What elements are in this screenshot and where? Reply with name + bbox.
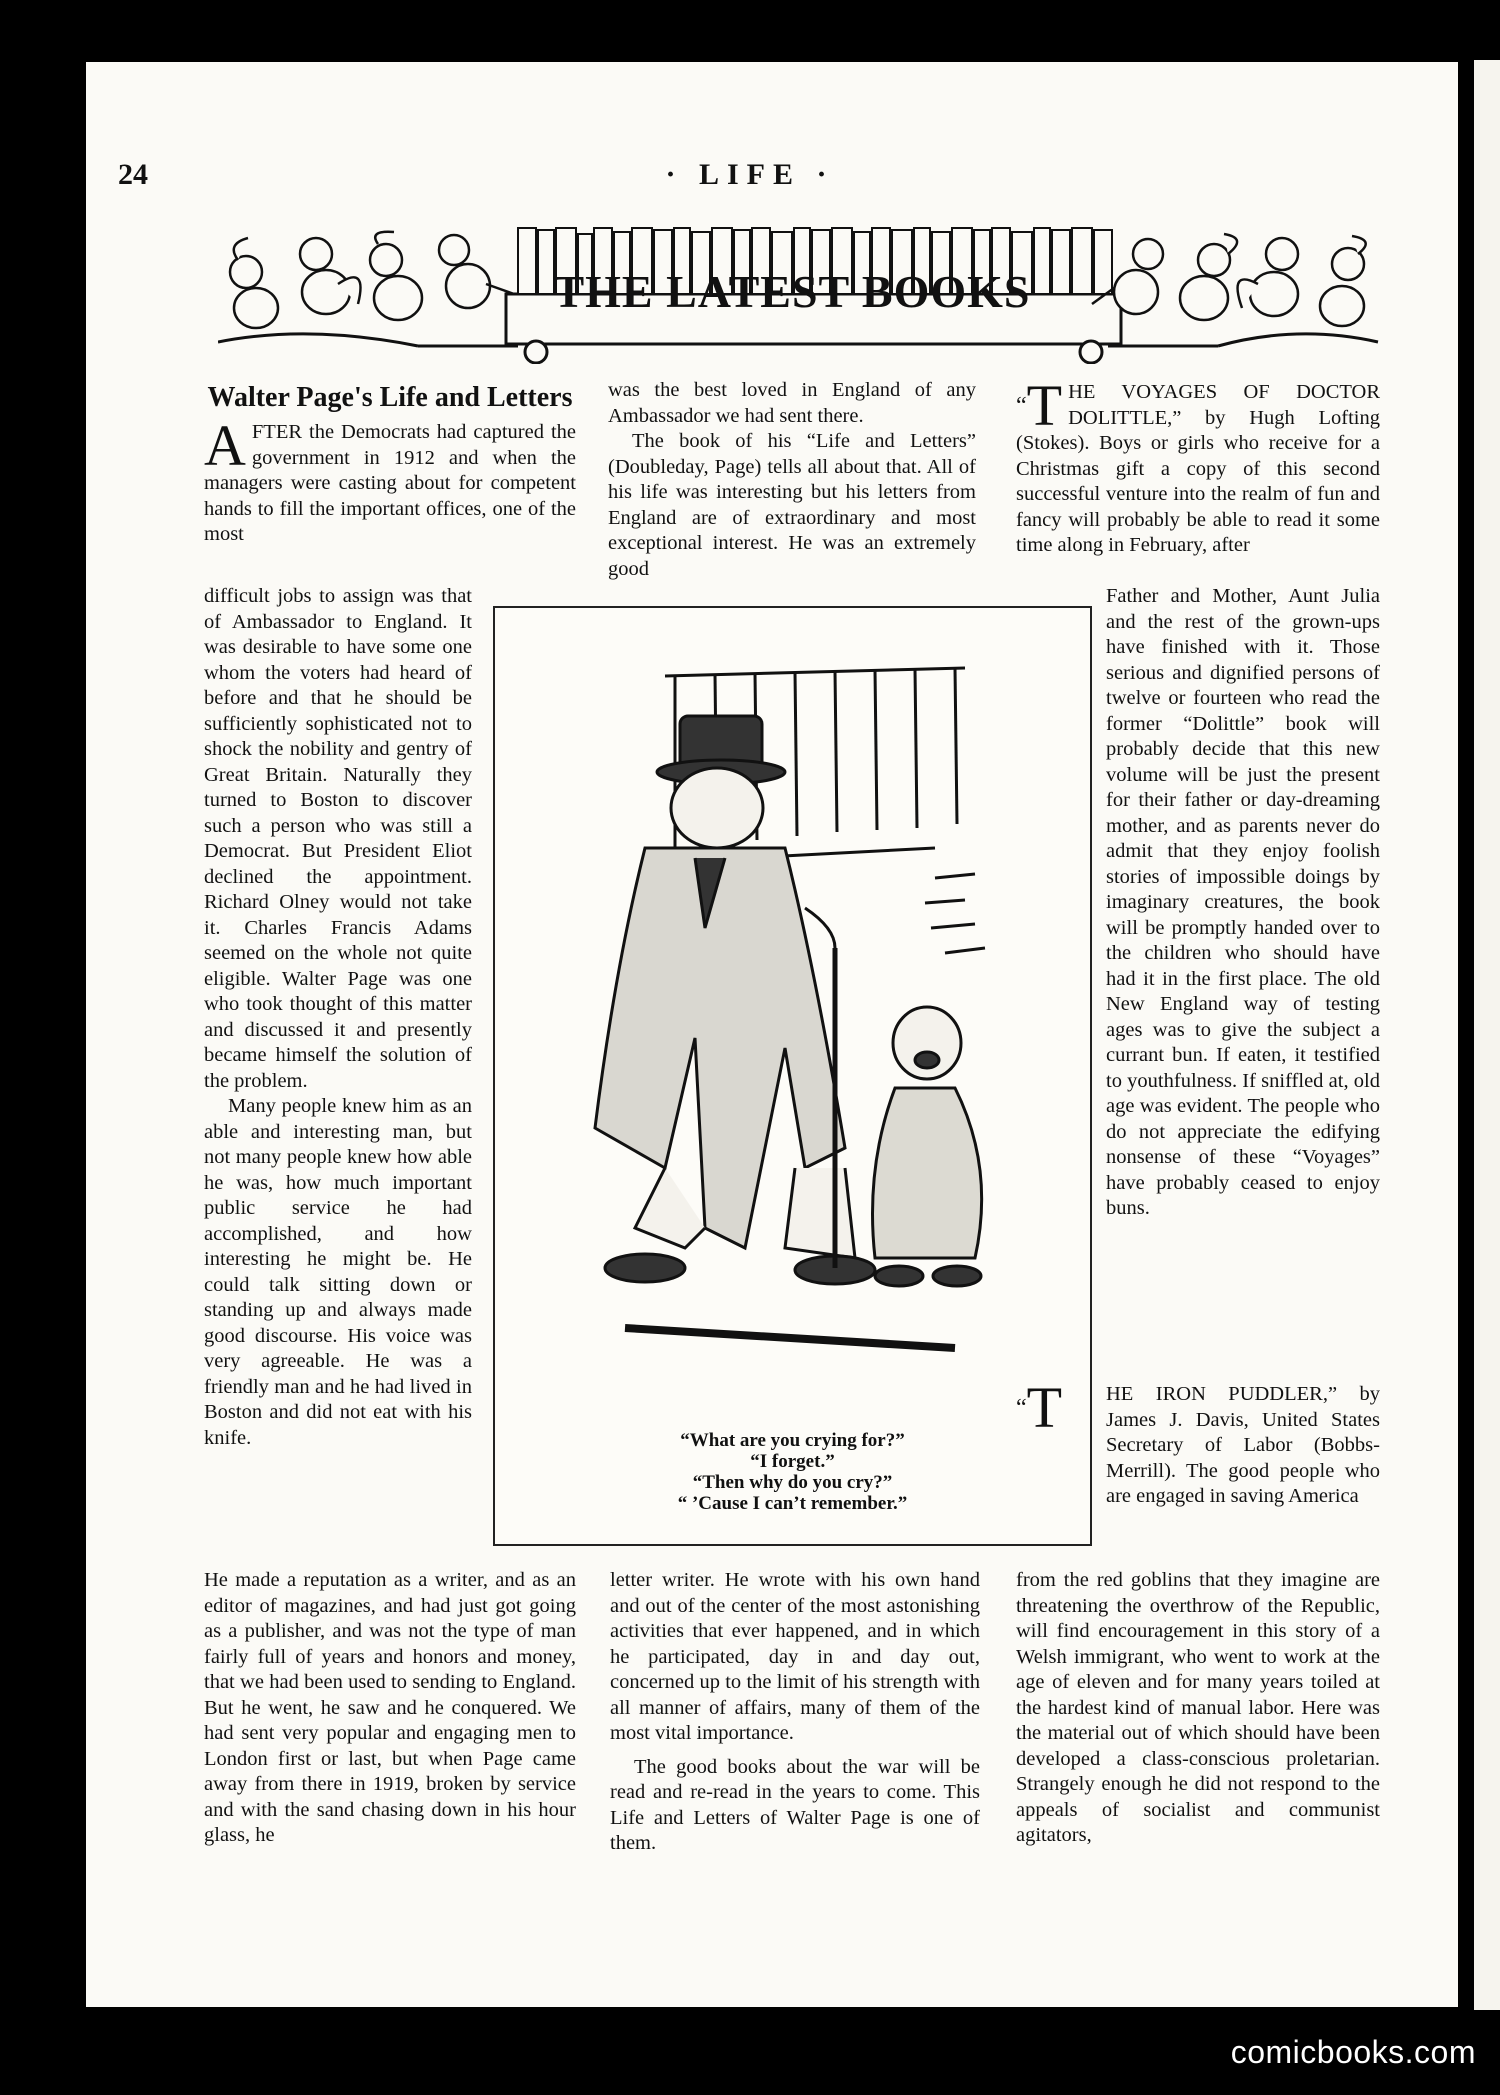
cartoon-drawing: [495, 608, 1090, 1428]
magazine-masthead: · LIFE ·: [665, 158, 835, 191]
article-walter-page-intro: [204, 380, 576, 548]
caption-line: “I forget.”: [750, 1451, 835, 1472]
next-page-edge: [1474, 60, 1500, 2010]
site-watermark: comicbooks.com: [1230, 2034, 1476, 2070]
review-doctor-dolittle: [1016, 373, 1380, 559]
caption-line: “ ’Cause I can’t remember.”: [677, 1493, 908, 1514]
review-iron-puddler: [1016, 1375, 1380, 1510]
article-paragraph: difficult jobs to assign was that of Ambassador to England. It was desirable to have some one whom the voters had heard of before and that he should be sufficiently sophisticated not to shock the nobility and gentry of Great Britain. Naturally they turned to Boston to discover such a person who was still a Democrat. But President Eliot declined the appointment. Richard Olney would not take it. Charles Francis Adams seemed on the whole not quite eligible. Walter Page was one who took thought of this matter and discussed it and presently became himself the solution of the problem.: [204, 585, 472, 1092]
review-iron-puddler-bottom: [1016, 1568, 1380, 1849]
article-column-two-top: [608, 378, 976, 582]
old-man-figure: [595, 716, 875, 1284]
article-bottom-column: [204, 1568, 576, 1849]
review-paragraph: from the red goblins that they imagine are threatening the overthrow of the Republic, will find encouragement in this story of a Welsh immigrant, who went to work at the age of eleven and for many years toiled at the hardest kind of manual labor. Here was the material out of which should have been developed a class-conscious proletarian. Strangely enough he did not respond to the appeals of socialist and communist agitators,: [1016, 1569, 1380, 1846]
drop-cap: A: [204, 413, 246, 478]
article-paragraph: Many people knew him as an able and interesting man, but not many people knew how able he was, how much important public service he had accomplished, and how interesting he might be. He could talk sitting down or standing up and always made good discourse. His voice was very agreeable. He was a friendly man and he had lived in Boston and did not eat with his knife.: [204, 1095, 472, 1449]
review-lead-paragraph: “T HE IRON PUDDLER,” by James J. Davis, United States Secretary of Labor (Bobbs-Merrill). The good people who are engaged in saving America: [1016, 1375, 1380, 1507]
cartoon-illustration: [493, 606, 1092, 1546]
crying-child-figure: [873, 1007, 982, 1286]
review-dolittle-narrow: [1106, 584, 1380, 1222]
drop-cap: “T: [1016, 1375, 1063, 1440]
article-paragraph: letter writer. He wrote with his own hand and out of the center of the most astonishing activities that ever happened, and in which he participated, day in and day out, concerned up to the limit of his strength with all manner of affairs, many of them of the most vital importance.: [610, 1569, 980, 1744]
article-paragraph: The book of his “Life and Letters” (Doubleday, Page) tells all about that. All of his life was interesting but his letters from England are of extraordinary and most exceptional interest. He was an extremely good: [608, 430, 976, 580]
article-paragraph: The good books about the war will be read and re-read in the years to come. This Life and Letters of Walter Page is one of them.: [610, 1755, 980, 1854]
caption-line: “Then why do you cry?”: [692, 1472, 893, 1493]
article-narrow-column: [204, 584, 472, 1451]
review-lead-paragraph: “T HE VOYAGES OF DOCTOR DOLITTLE,” by Hugh Lofting (Stokes). Boys or girls who receive for a Christmas gift a copy of this second successful venture into the realm of fun and fancy will probably be able to read it some time along in February, after: [1016, 373, 1380, 556]
review-paragraph: Father and Mother, Aunt Julia and the rest of the grown-ups have finished with it. Those serious and dignified persons of twelve or fourteen who read the former “Dolittle” book will probably decide that this new volume will be just the present for their father or day-dreaming mother, and as parents never do admit that they enjoy foolish stories of impossible doings by imaginary creatures, the book will be promptly handed over to the children who should have had it in the first place. The old New England way of testing ages was to give the subject a currant bun. If eaten, it testified to youthfulness. If sniffled at, old age was evident. The people who do not appreciate the edifying nonsense of these “Voyages” have probably ceased to enjoy buns.: [1106, 585, 1380, 1219]
caption-line: “What are you crying for?”: [680, 1430, 905, 1451]
cartoon-caption: [493, 1430, 1092, 1514]
article-paragraph: was the best loved in England of any Ambassador we had sent there.: [608, 379, 976, 427]
page-number: 24: [118, 158, 148, 191]
article-paragraph: He made a reputation as a writer, and as an editor of magazines, and had just got going as a publisher, and was not the type of man fairly full of years and honors and money, that we had been used to sending to England. But he went, he saw and he conquered. We had sent very popular and engaging men to London first or last, but when Page came away from there in 1919, broken by service and with the sand chasing down in his hour glass, he: [204, 1569, 576, 1846]
banner-cherubs-right: [1092, 234, 1366, 326]
banner-title: THE LATEST BOOKS: [553, 266, 1031, 317]
article-lead-paragraph: AFTER the Democrats had captured the government in 1912 and when the managers were casting about for competent hands to fill the important offices, one of the most: [204, 413, 576, 545]
article-headline: Walter Page's Life and Letters: [207, 382, 573, 413]
drop-cap: “T: [1016, 373, 1063, 438]
article-column-two-bottom: [610, 1568, 980, 1857]
banner-cherubs-left: [230, 232, 514, 328]
